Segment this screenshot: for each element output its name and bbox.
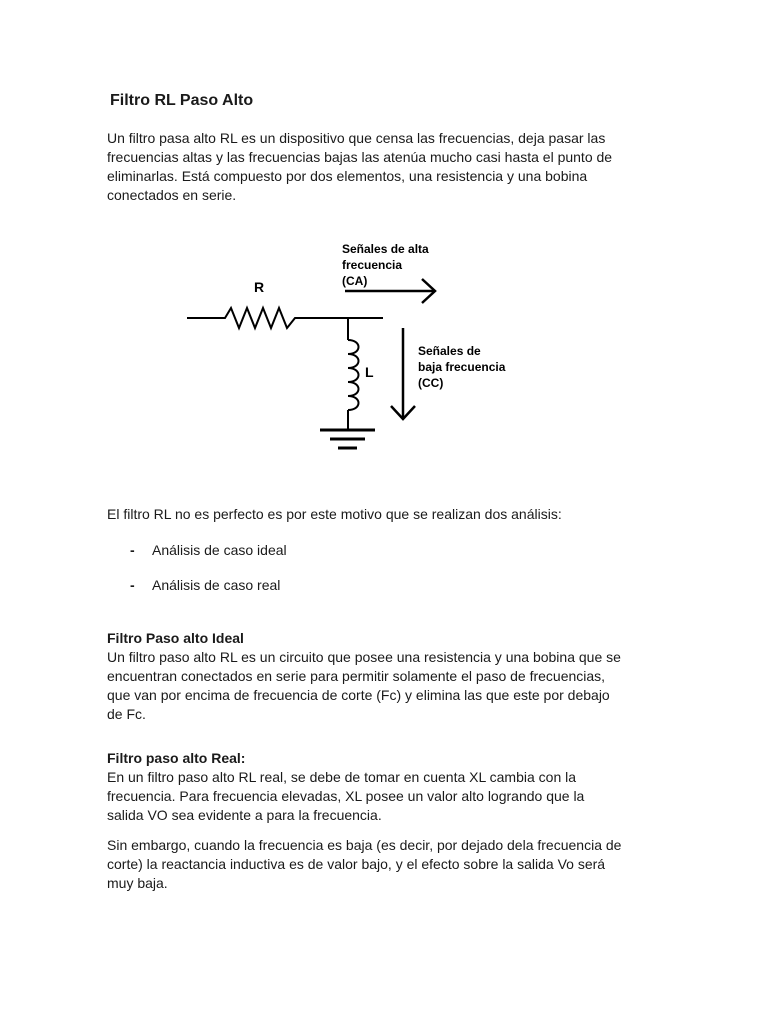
real-heading: Filtro paso alto Real:: [107, 750, 246, 766]
list-item-text: Análisis de caso ideal: [152, 542, 287, 558]
ideal-paragraph: [107, 648, 667, 724]
intro-paragraph: [107, 129, 667, 205]
intro-line: conectados en serie.: [107, 187, 237, 203]
inductor-symbol: [348, 340, 359, 410]
page-title: Filtro RL Paso Alto: [110, 92, 254, 109]
real-line: Sin embargo, cuando la frecuencia es baja (es decir, por dejado dela frecuencia de: [107, 837, 622, 853]
ideal-line: Un filtro paso alto RL es un circuito que posee una resistencia y una bobina que se: [107, 649, 621, 665]
ground-symbol: [320, 430, 375, 448]
resistor-label: R: [254, 279, 265, 295]
ideal-line: que van por encima de frecuencia de corte (Fc) y elimina las que este por debajo: [107, 687, 610, 703]
rl-circuit-diagram: [170, 232, 506, 457]
analysis-intro: El filtro RL no es perfecto es por este motivo que se realizan dos análisis:: [107, 506, 562, 522]
low-frequency-arrow: [391, 328, 415, 419]
ideal-line: de Fc.: [107, 706, 146, 722]
ideal-heading: Filtro Paso alto Ideal: [107, 630, 244, 646]
list-item: [130, 576, 280, 595]
intro-line: Un filtro pasa alto RL es un dispositivo que censa las frecuencias, deja pasar las: [107, 130, 606, 146]
inductor-label: L: [365, 364, 374, 380]
list-item: [130, 541, 287, 560]
low-frequency-label: Señales de baja frecuencia (CC): [418, 344, 506, 390]
real-paragraph: [107, 768, 667, 825]
real-line: salida VO sea evidente a para la frecuencia.: [107, 807, 382, 823]
high-frequency-label: Señales de alta frecuencia (CA): [342, 242, 429, 288]
list-item-text: Análisis de caso real: [152, 577, 281, 593]
ideal-line: encuentran conectados en serie para permitir solamente el paso de frecuencias,: [107, 668, 606, 684]
real-line: En un filtro paso alto RL real, se debe de tomar en cuenta XL cambia con la: [107, 769, 577, 785]
bullet-dash: -: [130, 542, 135, 558]
real-line: frecuencia. Para frecuencia elevadas, XL posee un valor alto logrando que la: [107, 788, 585, 804]
real-line: muy baja.: [107, 875, 168, 891]
intro-line: eliminarlas. Está compuesto por dos elementos, una resistencia y una bobina: [107, 168, 588, 184]
intro-line: frecuencias altas y las frecuencias bajas las atenúa mucho casi hasta el punto de: [107, 149, 613, 165]
bullet-dash: -: [130, 577, 135, 593]
real-line: corte) la reactancia inductiva es de valor bajo, y el efecto sobre la salida Vo será: [107, 856, 606, 872]
real-paragraph-2: [107, 836, 667, 893]
resistor-symbol: [187, 308, 383, 328]
